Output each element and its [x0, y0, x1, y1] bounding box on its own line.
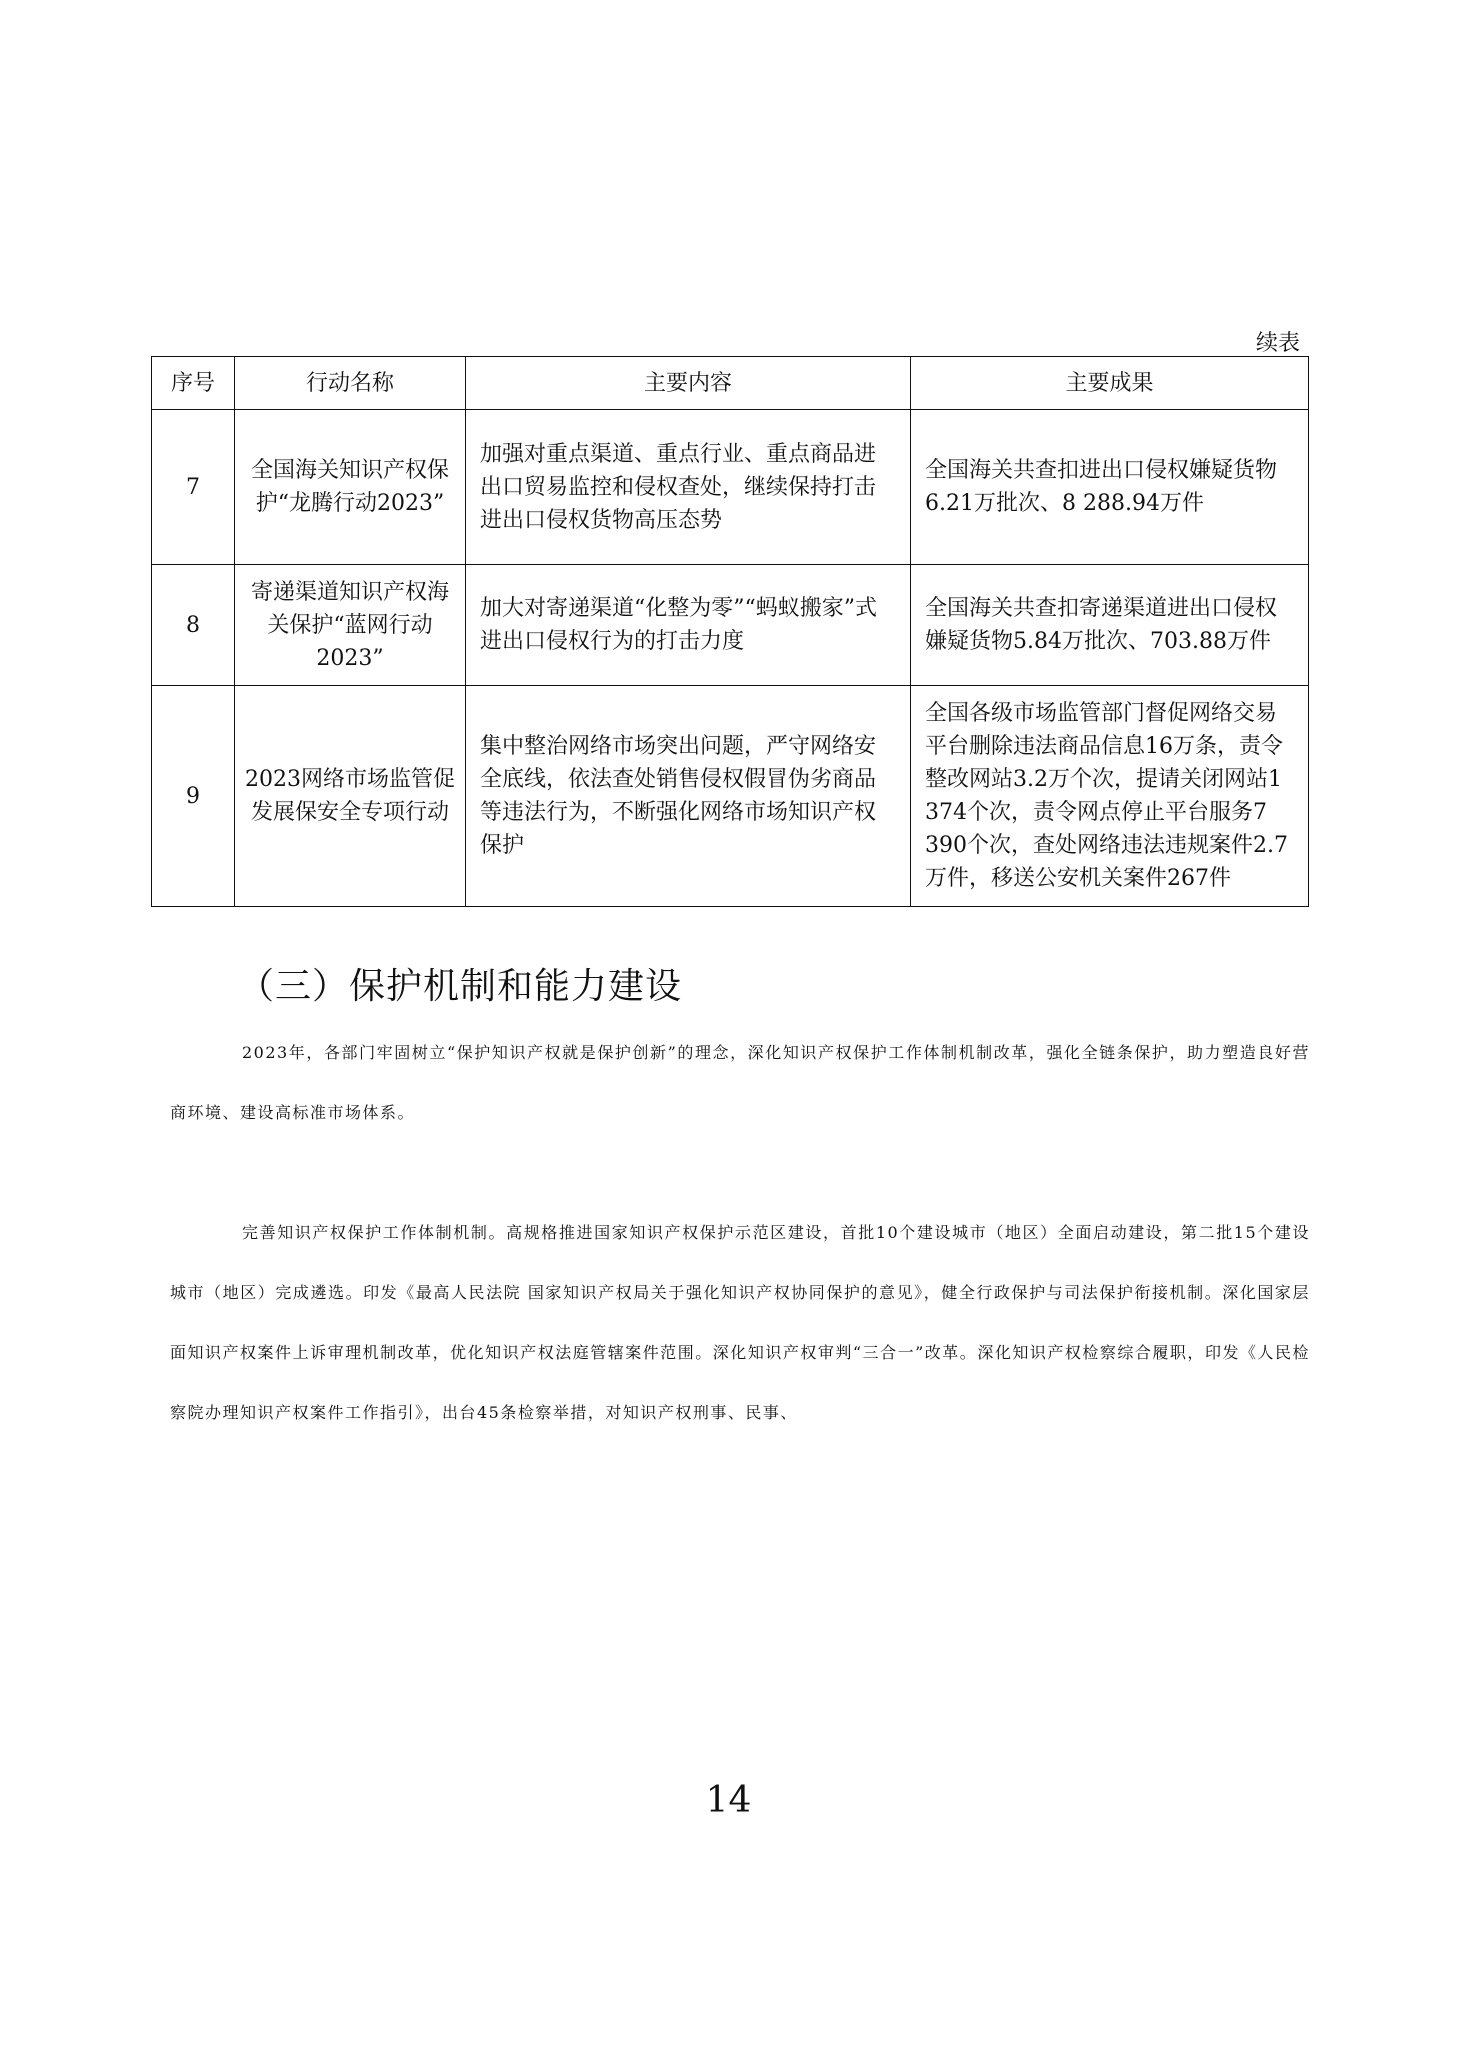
row-main-content: 加大对寄递渠道“化整为零”“蚂蚁搬家”式进出口侵权行为的打击力度 [466, 565, 911, 686]
table-row [152, 565, 1309, 686]
row-main-results: 全国各级市场监管部门督促网络交易平台删除违法商品信息16万条，责令整改网站3.2万个次，提请关闭网站1 374个次，责令网点停止平台服务7 390个次，查处网络违法违规案件2.7万件，移送公安机关案件267件 [911, 686, 1309, 907]
row-action-name: 2023网络市场监管促发展保安全专项行动 [235, 686, 466, 907]
row-main-results: 全国海关共查扣寄递渠道进出口侵权嫌疑货物5.84万批次、703.88万件 [911, 565, 1309, 686]
table-header-row [152, 357, 1309, 410]
actions-table [151, 356, 1309, 907]
header-main-content: 主要内容 [466, 357, 911, 410]
table-row [152, 410, 1309, 565]
header-no: 序号 [152, 357, 235, 410]
row-main-results: 全国海关共查扣进出口侵权嫌疑货物6.21万批次、8 288.94万件 [911, 410, 1309, 565]
row-main-content: 集中整治网络市场突出问题，严守网络安全底线，依法查处销售侵权假冒伪劣商品等违法行为，不断强化网络市场知识产权保护 [466, 686, 911, 907]
section-heading: （三）保护机制和能力建设 [238, 966, 683, 1007]
row-no: 7 [152, 410, 235, 565]
table-continued-caption: 续表 [1255, 331, 1300, 356]
row-action-name: 寄递渠道知识产权海关保护“蓝网行动2023” [235, 565, 466, 686]
row-main-content: 加强对重点渠道、重点行业、重点商品进出口贸易监控和侵权查处，继续保持打击进出口侵权货物高压态势 [466, 410, 911, 565]
header-main-results: 主要成果 [911, 357, 1309, 410]
row-no: 9 [152, 686, 235, 907]
body-paragraph: 完善知识产权保护工作体制机制。高规格推进国家知识产权保护示范区建设，首批10个建设城市（地区）全面启动建设，第二批15个建设城市（地区）完成遴选。印发《最高人民法院 国家知识产权局关于强化知识产权协同保护的意见》，健全行政保护与司法保护衔接机制。深化国家层面知识产权案件上诉审理机制改革，优化知识产权法庭管辖案件范围。深化知识产权审判“三合一”改革。深化知识产权检察综合履职，印发《人民检察院办理知识产权案件工作指引》，出台45条检察举措，对知识产权刑事、民事、 [170, 1223, 1310, 1422]
table-row [152, 686, 1309, 907]
header-action-name: 行动名称 [235, 357, 466, 410]
row-action-name: 全国海关知识产权保护“龙腾行动2023” [235, 410, 466, 565]
row-no: 8 [152, 565, 235, 686]
page-number: 14 [705, 1780, 752, 1821]
body-paragraph: 2023年，各部门牢固树立“保护知识产权就是保护创新”的理念，深化知识产权保护工作体制机制改革，强化全链条保护，助力塑造良好营商环境、建设高标准市场体系。 [170, 1043, 1310, 1122]
